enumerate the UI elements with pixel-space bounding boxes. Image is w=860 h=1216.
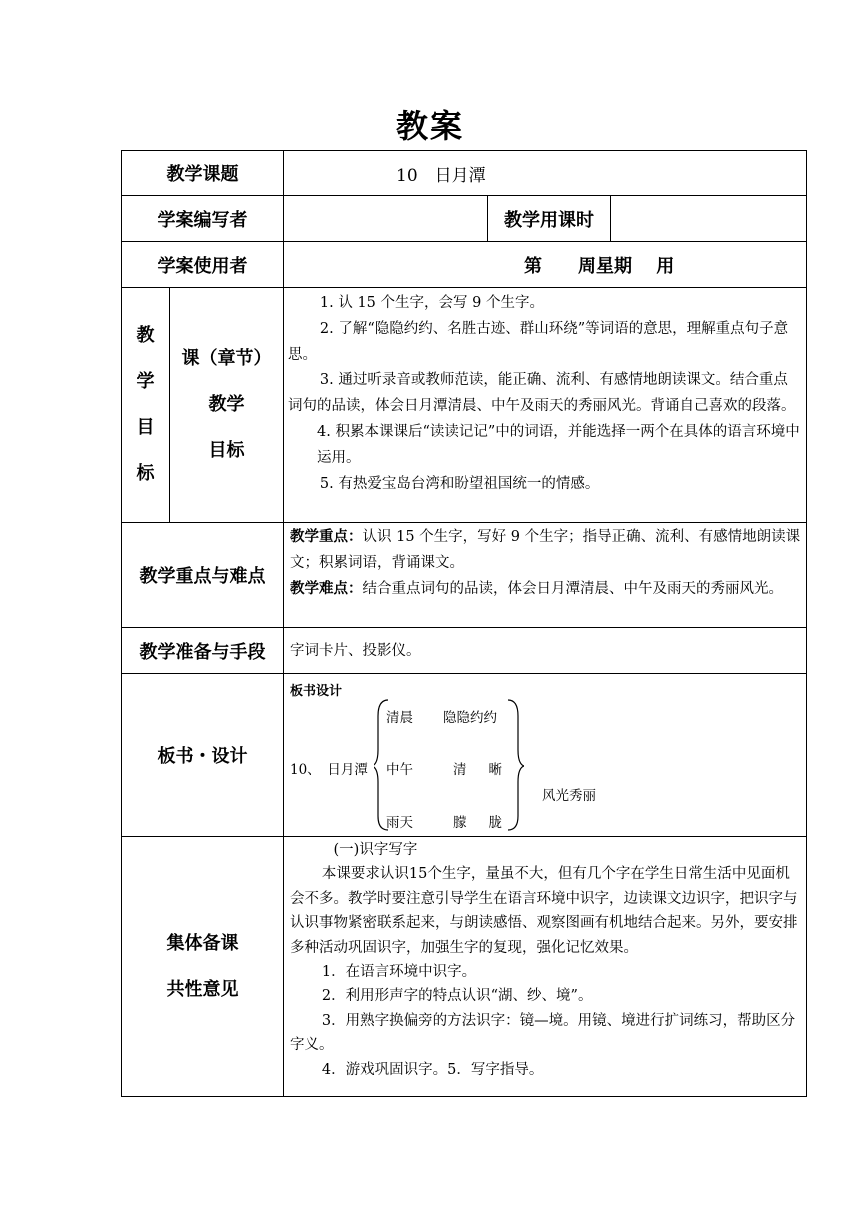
- group-label: [122, 837, 283, 1096]
- difficulty-label: 教学难点：: [290, 580, 363, 597]
- board-word: 雨天: [386, 815, 413, 831]
- objectives-inner-line: 课（章节）: [181, 348, 272, 369]
- group-label-line: 集体备课: [166, 932, 239, 954]
- board-lesson: 10、 日月潭: [290, 762, 368, 778]
- focus-paragraph: [290, 524, 802, 576]
- group-label-line: 共性意见: [166, 978, 239, 1000]
- objectives-outer-char: 标: [136, 463, 155, 484]
- group-paragraph: 2．利用形声字的特点认识“湖、纱、境”。: [321, 988, 593, 1005]
- topic-label: 教学课题: [166, 164, 239, 185]
- objective-item: 5. 有热爱宝岛台湾和盼望祖国统一的情感。: [319, 475, 600, 492]
- objectives-outer-char: 教: [136, 325, 155, 346]
- group-paragraph: 4．游戏巩固识字。5．写字指导。: [321, 1061, 544, 1078]
- board-word: 朦: [453, 815, 467, 831]
- group-paragraph: 1．在语言环境中识字。: [321, 964, 477, 981]
- objectives-inner-label: [170, 288, 283, 522]
- board-content: [284, 674, 806, 836]
- group-content: [290, 838, 802, 1095]
- objective-item: 3. 通过听录音或教师范读，能正确、流利、有感情地朗读课文。结合重点词句的品读，体会日月潭清晨、中午及雨天的秀丽风光。背诵自己喜欢的段落。: [288, 372, 796, 415]
- objectives-list: [288, 291, 802, 521]
- difficulty-paragraph: [290, 576, 802, 603]
- author-value: [284, 196, 487, 241]
- board-summary: 风光秀丽: [542, 788, 596, 804]
- user-label: 学案使用者: [157, 255, 248, 277]
- objective-item: 2. 了解“隐隐约约、名胜古迹、群山环绕”等词语的意思，理解重点句子意思。: [288, 320, 789, 363]
- objective-item: 4. 积累本课课后“读读记记”中的词语，并能选择一两个在具体的语言环境中运用。: [317, 423, 800, 466]
- author-label: 学案编写者: [157, 209, 248, 231]
- objectives-outer-label: [122, 288, 169, 522]
- board-heading: 板书设计: [290, 684, 343, 699]
- board-word: 胧: [488, 815, 502, 831]
- board-word: 晰: [488, 762, 502, 778]
- board-line-morning: [386, 706, 497, 726]
- board-label: 板书・设计: [157, 746, 248, 767]
- objectives-inner-line: 目标: [208, 440, 245, 461]
- preparation-value: 字词卡片、投影仪。: [290, 642, 421, 659]
- objectives-inner-line: 教学: [208, 394, 245, 415]
- document-title: 教案: [395, 107, 464, 145]
- user-value: 第 周星期 用: [524, 255, 675, 277]
- objectives-outer-char: 目: [136, 417, 155, 438]
- objectives-outer-char: 学: [136, 371, 155, 392]
- hours-label: 教学用课时: [504, 209, 594, 231]
- objective-item: 1. 认 15 个生字，会写 9 个生字。: [319, 295, 544, 311]
- board-word: 清: [453, 762, 467, 778]
- group-paragraph: 3．用熟字换偏旁的方法识字：镜—境。用镜、境进行扩词练习，帮助区分字义。: [290, 1012, 796, 1054]
- key-points-content: [290, 524, 802, 626]
- board-line-noon: [386, 758, 502, 778]
- board-word: 清晨: [386, 710, 413, 726]
- topic-value: 10 日月潭: [396, 165, 486, 186]
- focus-text: 认识 15 个生字，写好 9 个生字；指导正确、流利、有感情地朗读课文；积累词语，背诵课文。: [290, 529, 801, 571]
- board-line-rain: [386, 811, 502, 831]
- group-section-title: (一)识字写字: [333, 842, 418, 858]
- preparation-label: 教学准备与手段: [139, 641, 266, 663]
- hours-value: [611, 196, 806, 241]
- board-word: 中午: [386, 762, 413, 778]
- group-paragraph: 本课要求认识15个生字，量虽不大，但有几个字在学生日常生活中见面机会不多。教学时要注意引导学生在语言环境中识字，边读课文边识字，把识字与认识事物紧密联系起来，与朗读感悟、观察图画有机地结合起来。另外，要安排多种活动巩固识字，加强生字的复现，强化记忆效果。: [290, 866, 798, 956]
- difficulty-text: 结合重点词句的品读，体会日月潭清晨、中午及雨天的秀丽风光。: [362, 581, 783, 597]
- key-points-label: 教学重点与难点: [139, 566, 266, 587]
- focus-label: 教学重点：: [290, 528, 363, 545]
- board-word: 隐隐约约: [443, 710, 497, 726]
